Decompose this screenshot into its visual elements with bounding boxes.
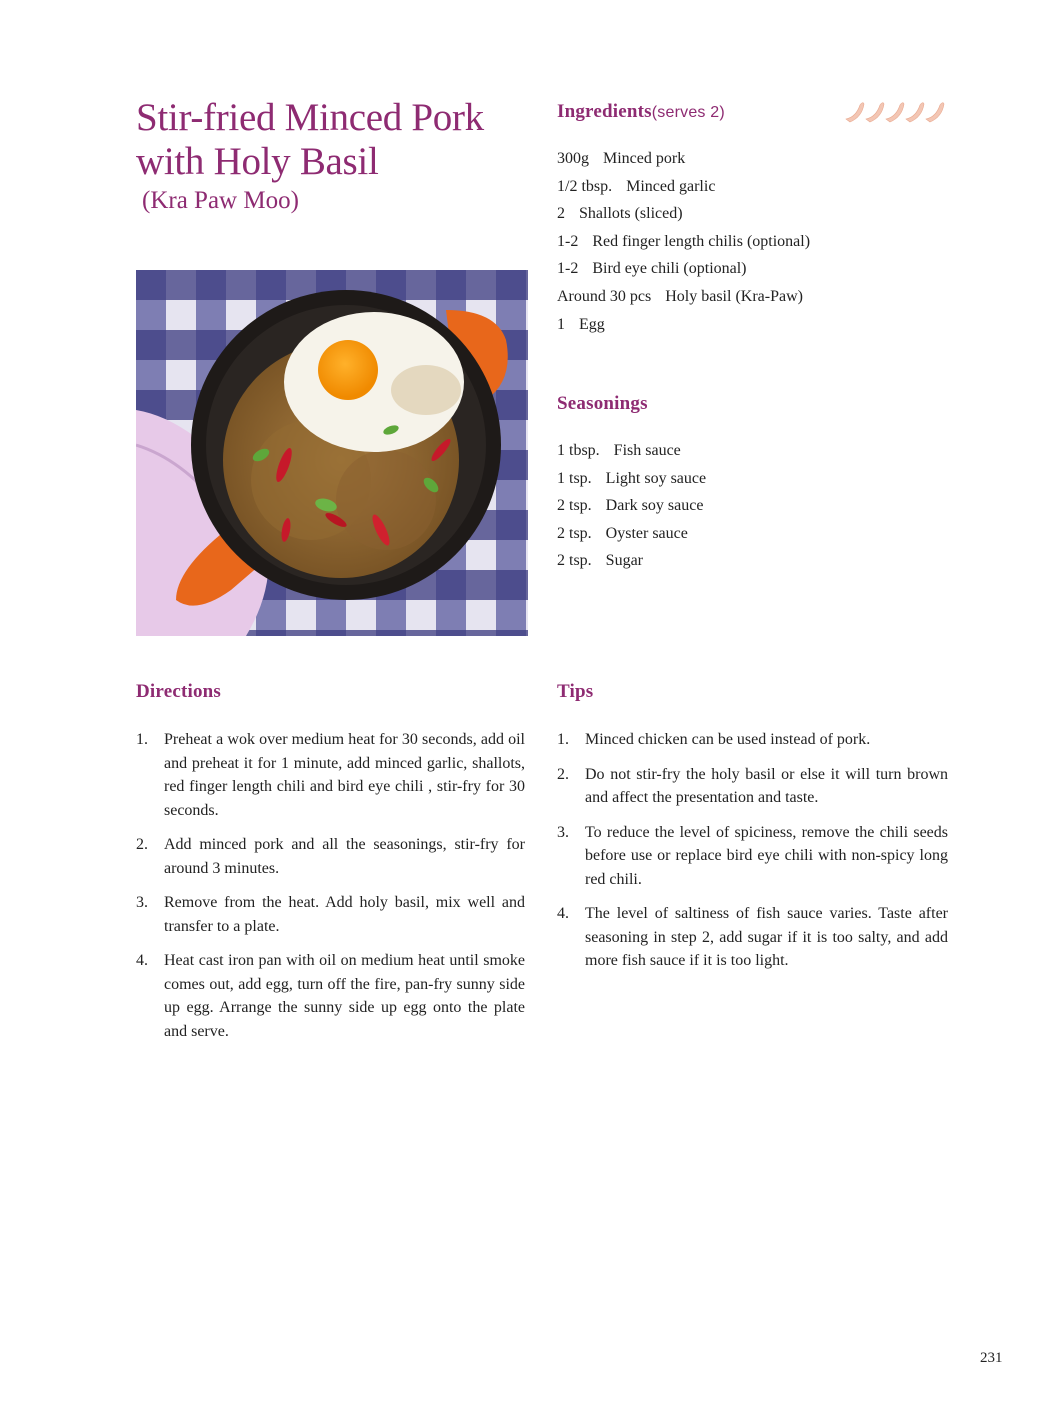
tip-number: 3. [557, 823, 569, 841]
ingredient-qty: 1-2 [557, 260, 579, 278]
direction-step [136, 728, 525, 822]
step-number: 2. [136, 836, 148, 853]
tip-text: The level of saltiness of fish sauce varies. Taste after seasoning in step 2, add sugar if it is too salty, and add more fish sauce if it is too light. [585, 905, 948, 969]
recipe-subtitle: (Kra Paw Moo) [142, 187, 299, 214]
ingredient-qty: 2 [557, 205, 565, 223]
recipe-title: Stir-fried Minced Pork with Holy Basil [136, 96, 484, 183]
ingredients-list [557, 145, 810, 338]
page-number: 231 [980, 1350, 1003, 1366]
tip-item [557, 902, 948, 973]
step-number: 1. [136, 731, 148, 748]
ingredient-name: Minced pork [603, 150, 686, 167]
step-text: Heat cast iron pan with oil on medium heat until smoke comes out, add egg, turn off the fire, pan-fry sunny side up egg. Arrange the sunny side up egg onto the plate and serve. [164, 952, 525, 1040]
ingredients-heading-label: Ingredients [557, 101, 652, 122]
direction-step [136, 949, 525, 1043]
tip-number: 4. [557, 905, 569, 922]
ingredient-name: Minced garlic [626, 177, 716, 195]
seasoning-name: Oyster sauce [605, 524, 688, 542]
directions-heading: Directions [136, 681, 222, 702]
tip-number: 1. [557, 731, 569, 748]
tip-item [557, 821, 948, 892]
ingredient-item [557, 255, 810, 283]
chili-icon [906, 103, 924, 122]
seasoning-qty: 2 tsp. [557, 524, 592, 542]
seasoning-name: Fish sauce [613, 442, 681, 459]
chili-icon [866, 103, 884, 122]
tip-item [557, 763, 948, 810]
dish-photo [136, 270, 528, 636]
tip-number: 2. [557, 765, 569, 783]
serves-note: (serves 2) [651, 104, 725, 121]
chili-icon [846, 103, 864, 122]
ingredient-name: Holy basil (Kra-Paw) [665, 287, 803, 305]
step-text: Add minced pork and all the seasonings, stir-fry for around 3 minutes. [164, 836, 525, 877]
ingredient-item [557, 311, 810, 339]
step-text: Preheat a wok over medium heat for 30 seconds, add oil and preheat it for 1 minute, add minced garlic, shallots, red finger length chili and bird eye chili , stir-fry for 30 seconds. [164, 731, 525, 819]
ingredient-item [557, 283, 810, 311]
seasonings-list [557, 437, 706, 575]
seasoning-item [557, 492, 706, 520]
direction-step [136, 891, 525, 938]
spice-level-icons [842, 99, 946, 125]
ingredient-item [557, 200, 810, 228]
seasoning-qty: 2 tsp. [557, 497, 592, 515]
chili-icon [886, 103, 904, 122]
ingredient-qty: 1/2 tbsp. [557, 177, 613, 195]
ingredient-item [557, 145, 810, 173]
ingredient-name: Shallots (sliced) [579, 205, 683, 223]
direction-step [136, 833, 525, 880]
seasoning-item [557, 437, 706, 465]
step-text: Remove from the heat. Add holy basil, mix well and transfer to a plate. [164, 894, 525, 935]
tip-text: Minced chicken can be used instead of pork. [585, 731, 871, 748]
step-number: 3. [136, 894, 148, 911]
seasoning-name: Light soy sauce [605, 469, 707, 487]
directions-list [136, 728, 525, 1054]
seasoning-item [557, 520, 706, 548]
seasoning-name: Sugar [605, 552, 643, 570]
tips-list [557, 728, 948, 984]
seasoning-qty: 2 tsp. [557, 552, 592, 570]
step-number: 4. [136, 952, 148, 969]
seasoning-qty: 1 tbsp. [557, 442, 600, 459]
tip-text: Do not stir-fry the holy basil or else it will turn brown and affect the presentation and taste. [585, 765, 948, 806]
seasoning-name: Dark soy sauce [605, 497, 704, 515]
ingredient-name: Red finger length chilis (optional) [592, 232, 811, 250]
ingredient-item [557, 228, 810, 256]
tips-heading: Tips [557, 681, 594, 702]
seasoning-item [557, 465, 706, 493]
ingredient-qty: 1-2 [557, 232, 579, 250]
tip-item [557, 728, 948, 752]
ingredient-name: Bird eye chili (optional) [592, 260, 747, 278]
ingredient-item [557, 173, 810, 201]
chili-icon [926, 103, 944, 122]
seasonings-heading: Seasonings [557, 393, 648, 414]
seasoning-qty: 1 tsp. [557, 469, 592, 487]
ingredients-heading [557, 100, 725, 125]
ingredient-name: Egg [579, 315, 605, 333]
seasoning-item [557, 547, 706, 575]
tip-text: To reduce the level of spiciness, remove the chili seeds before use or replace bird eye chili with non-spicy long red chili. [585, 823, 948, 888]
ingredient-qty: 300g [557, 150, 589, 167]
ingredient-qty: 1 [557, 315, 565, 333]
ingredient-qty: Around 30 pcs [557, 287, 652, 305]
